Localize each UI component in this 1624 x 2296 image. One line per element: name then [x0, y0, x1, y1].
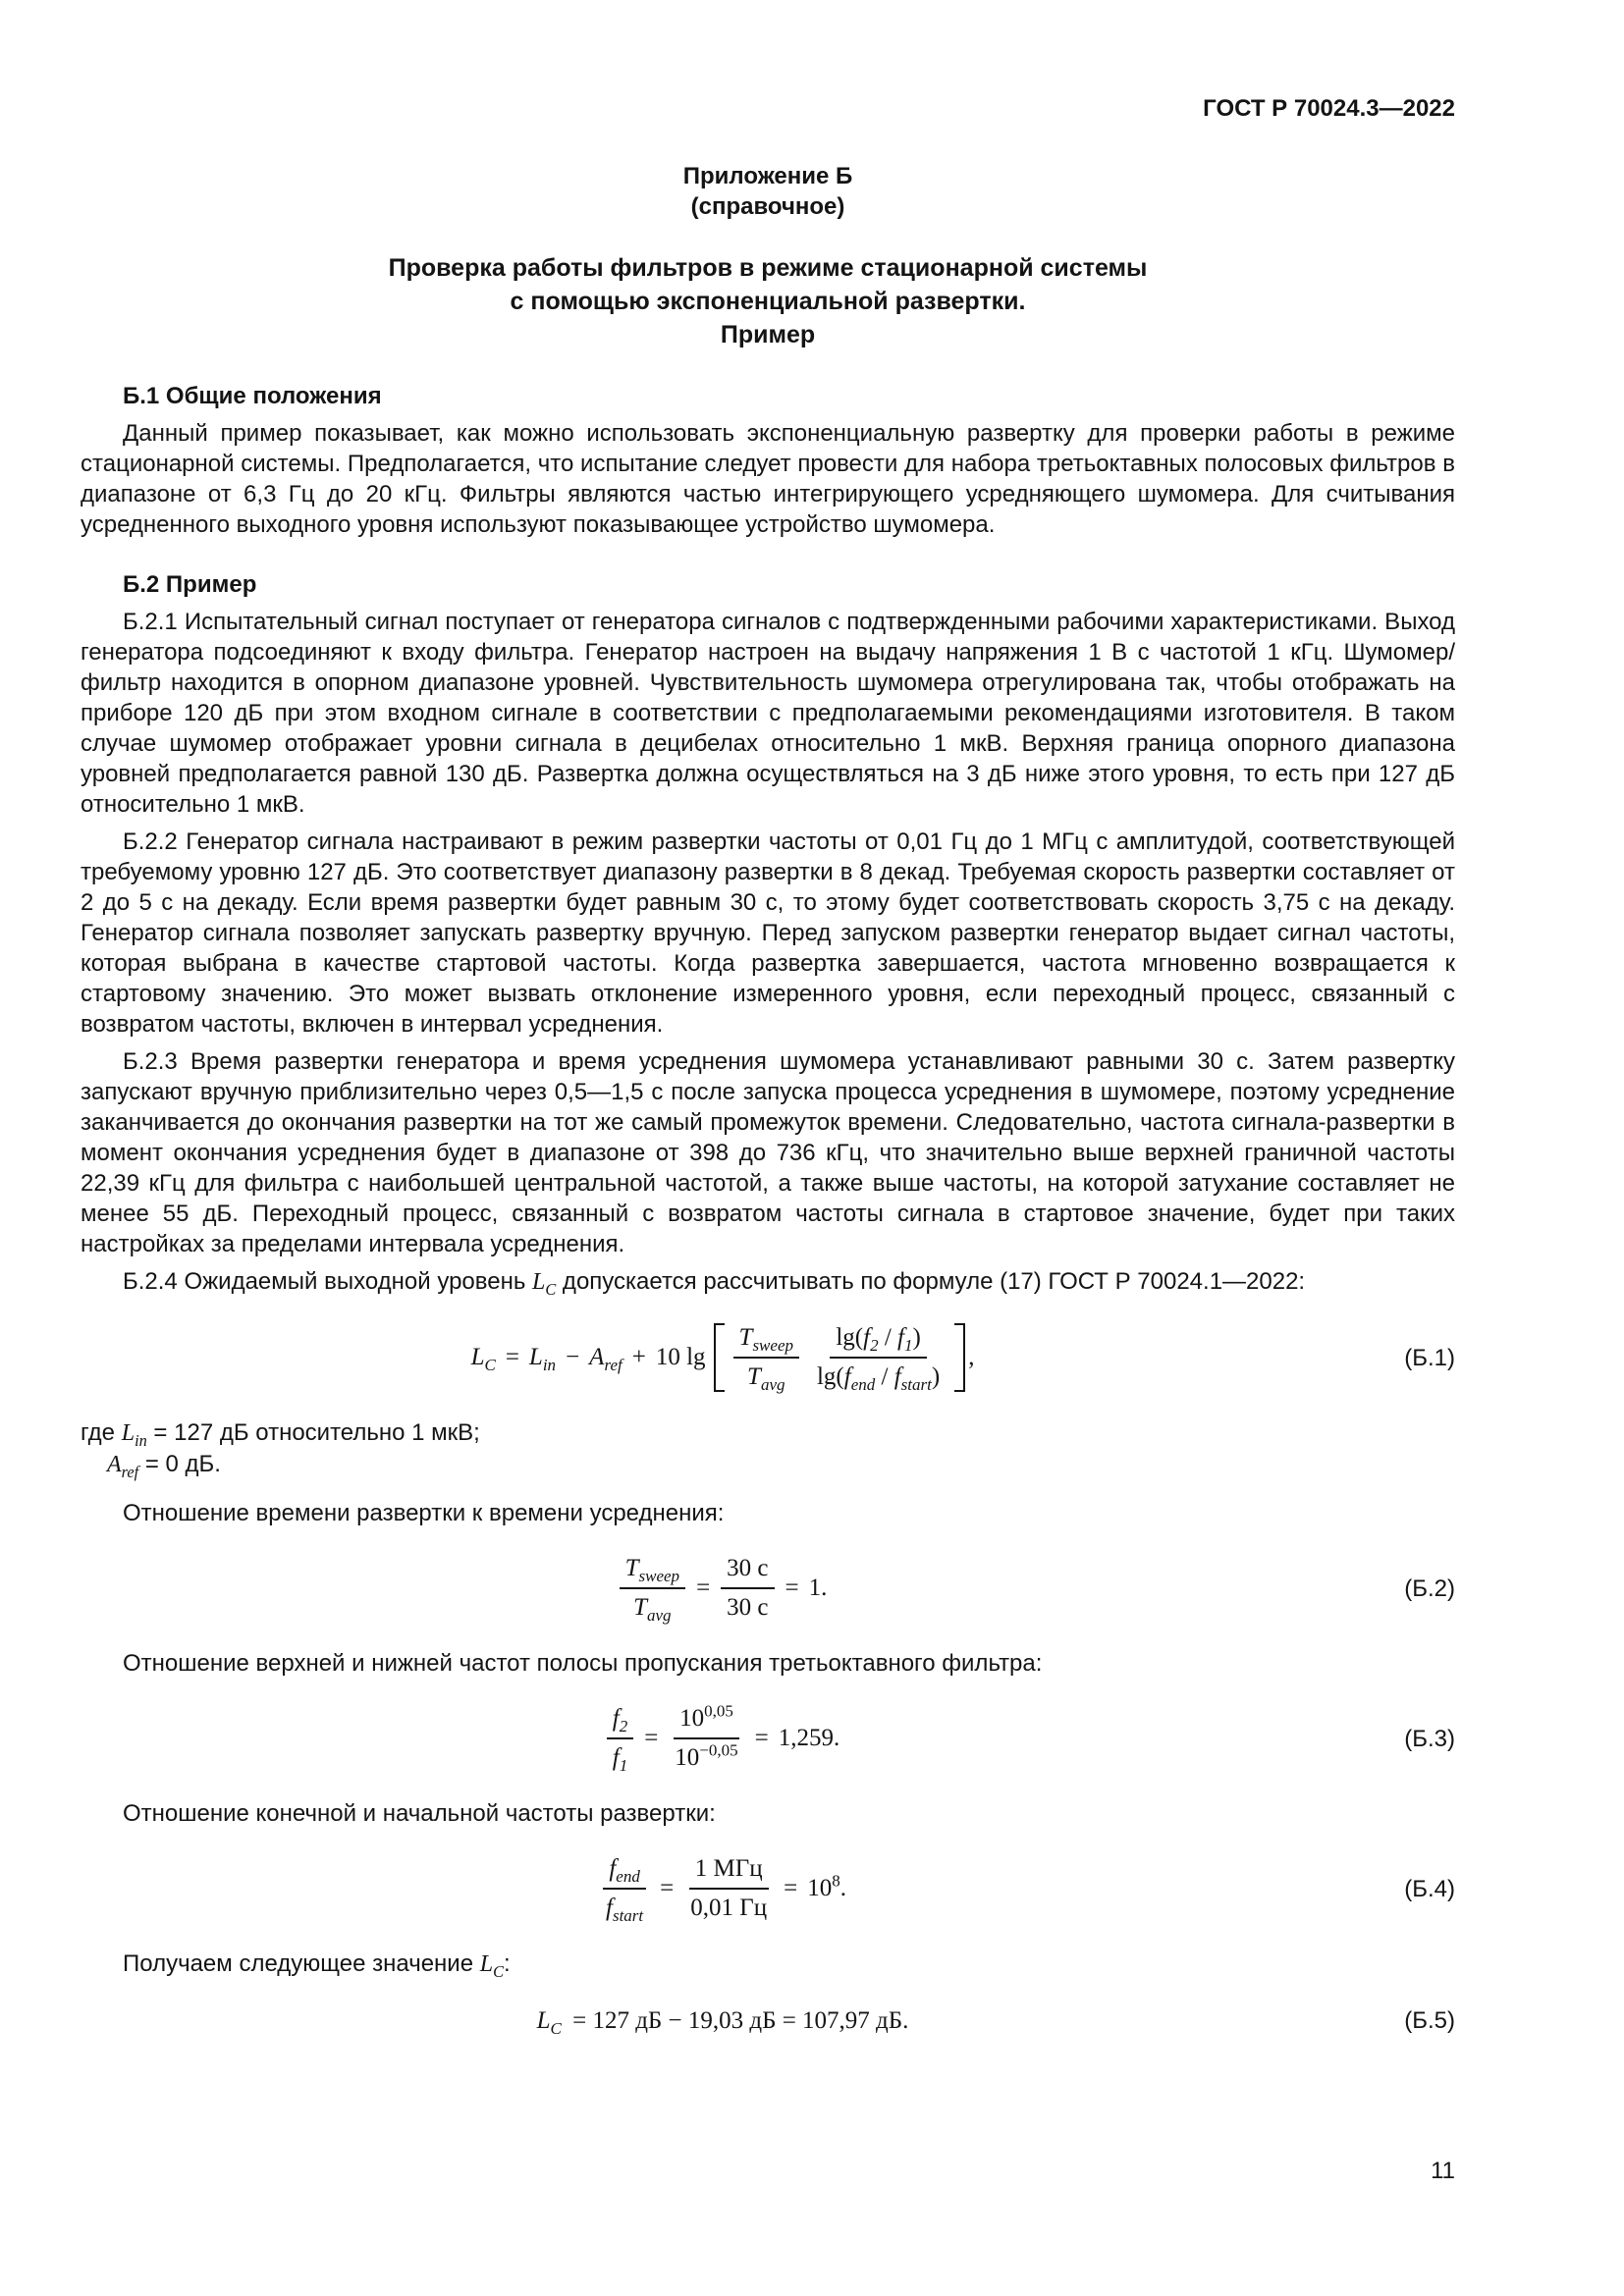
right-bracket: [954, 1323, 965, 1392]
fraction-numerator: 30 с: [721, 1554, 774, 1589]
fraction-lg-ratio: [811, 1323, 946, 1392]
formula-b4: [81, 1854, 1455, 1923]
fraction-denominator: $\lg(f_{end} / f_{start})$: [816, 1363, 941, 1394]
equation-number-b5: (Б.5): [1404, 2007, 1455, 2034]
fraction-fend-fstart: [600, 1854, 649, 1923]
section-b2-heading: Б.2 Пример: [123, 571, 257, 598]
result-value: 1,259.: [778, 1725, 840, 1751]
fraction-30s-30s: [721, 1554, 774, 1623]
var-aref-inline: $A_{ref}$: [107, 1452, 139, 1481]
where-line-2: [81, 1449, 1455, 1480]
equals-sign: =: [644, 1725, 659, 1751]
var-lc: $L_C$: [470, 1344, 496, 1374]
where-prefix: где: [81, 1419, 122, 1446]
formula-b3-expression: [601, 1701, 845, 1775]
plus-sign: +: [631, 1344, 646, 1370]
fraction-denominator: 0,01 Гц: [690, 1895, 768, 1921]
result-value: 1.: [808, 1575, 828, 1601]
formula-b1-expression: [466, 1323, 980, 1392]
fraction-denominator: 30 с: [727, 1594, 769, 1621]
fraction-numerator: $T_{sweep}$: [620, 1554, 685, 1589]
fraction-tsweep-tavg: [733, 1323, 799, 1392]
title-line-1: Проверка работы фильтров в режиме стационарной системы: [388, 254, 1148, 282]
coefficient-10lg: 10 lg: [655, 1344, 706, 1370]
fraction-denominator: $f_{start}$: [606, 1895, 644, 1925]
fraction-numerator: 10$^{0,05}$: [674, 1704, 739, 1739]
formula-b2-body: [81, 1554, 1365, 1623]
where-clause: [81, 1417, 1455, 1480]
paragraph-b1: Данный пример показывает, как можно использовать экспоненциальную развертку для проверки работы в режиме стационарной системы. Предполагается, что испытание следует провести для набора третьоктавных полосовых фильтров в диапазоне от 6,3 Гц до 20 кГц. Фильтры являются частью интегрирующего усредняющего шумомера. Для считывания усредненного выходного уровня используют показывающее устройство шумомера.: [81, 420, 1455, 538]
var-lc-inline: $L_C$: [479, 1951, 504, 1981]
appendix-heading: Приложение Б: [682, 163, 853, 189]
leadin-b4: Отношение конечной и начальной частоты развертки:: [123, 1800, 716, 1827]
formula-b4-expression: [594, 1854, 851, 1923]
result-expression: = 127 дБ − 19,03 дБ = 107,97 дБ.: [566, 2006, 909, 2034]
title-line-2: с помощью экспоненциальной развертки.: [510, 288, 1026, 315]
var-lin-inline: $L_{in}$: [121, 1420, 147, 1450]
appendix-subheading: (справочное): [690, 193, 845, 220]
leadin-b5-text: Получаем следующее значение: [123, 1950, 480, 1977]
equals-sign: =: [505, 1344, 519, 1370]
fraction-numerator: $f_2$: [607, 1704, 633, 1739]
leadin-b3: Отношение верхней и нижней частот полосы пропускания третьоктавного фильтра:: [123, 1650, 1043, 1677]
equals-sign: =: [785, 1575, 799, 1601]
page-content: [81, 93, 1455, 2061]
formula-b2-expression: [614, 1554, 833, 1623]
equals-sign: =: [754, 1725, 769, 1751]
equals-sign: =: [696, 1575, 711, 1601]
doc-code: ГОСТ Р 70024.3—2022: [1203, 95, 1455, 122]
fraction-numerator: $T_{sweep}$: [733, 1323, 799, 1359]
title-line-3: Пример: [720, 321, 816, 348]
var-lc-inline: $L_C$: [532, 1269, 557, 1299]
var-lc: $L_C$: [536, 2006, 562, 2038]
minus-sign: −: [566, 1344, 580, 1370]
fraction-frequencies: [684, 1854, 773, 1923]
formula-b2: [81, 1554, 1455, 1623]
formula-b3-body: [81, 1701, 1365, 1775]
leadin-b5: [81, 1949, 1455, 1980]
equation-number-b3: (Б.3): [1404, 1725, 1455, 1752]
formula-b4-body: [81, 1854, 1365, 1923]
fraction-numerator: 1 МГц: [689, 1854, 769, 1890]
fraction-numerator: $f_{end}$: [603, 1854, 646, 1890]
fraction-tsweep-tavg: [620, 1554, 685, 1623]
result-value: $10^8$.: [807, 1871, 846, 1901]
paragraph-b2-4: [81, 1266, 1455, 1298]
equation-number-b4: (Б.4): [1404, 1875, 1455, 1902]
equals-sign: =: [784, 1875, 798, 1901]
formula-b3: [81, 1701, 1455, 1775]
formula-b5-expression: [532, 2006, 914, 2036]
paragraph-b2-4-text-before: Б.2.4 Ожидаемый выходной уровень: [123, 1268, 533, 1295]
formula-b1-body: [81, 1323, 1365, 1392]
fraction-denominator: $f_1$: [612, 1744, 628, 1775]
fraction-numerator: $\lg(f_2 / f_1)$: [830, 1323, 926, 1359]
fraction-denominator: $T_{avg}$: [747, 1363, 785, 1394]
paragraph-b2-1: Б.2.1 Испытательный сигнал поступает от генератора сигналов с подтвержденными рабочими характеристиками. Выход генератора подсоединяют к входу фильтра. Генератор настроен на выдачу напряжения 1 В с частотой 1 кГц. Шумомер/фильтр находится в опорном диапазоне уровней. Чувствительность шумомера отрегулирована так, чтобы отображать на приборе 120 дБ при этом входном сигнале в соответствии с предполагаемыми рекомендациями изготовителя. В таком случае шумомер отображает уровни сигнала в децибелах относительно 1 мкВ. Верхняя граница опорного диапазона уровней предполагается равной 130 дБ. Развертка должна осуществляться на 3 дБ ниже этого уровня, то есть при 127 дБ относительно 1 мкВ.: [81, 609, 1455, 818]
page-number: 11: [1431, 2158, 1455, 2184]
equation-number-b2: (Б.2): [1404, 1575, 1455, 1602]
leadin-b2: Отношение времени развертки к времени усреднения:: [123, 1500, 725, 1526]
where-line-2-rest: = 0 дБ.: [138, 1451, 221, 1477]
where-line-1-rest: = 127 дБ относительно 1 мкВ;: [146, 1419, 480, 1446]
equation-number-b1: (Б.1): [1404, 1344, 1455, 1371]
paragraph-b2-3: Б.2.3 Время развертки генератора и время усреднения шумомера устанавливают равными 30 с. Затем развертку запускают вручную приблизительно через 0,5—1,5 с после запуска процесса усреднения в шумомере, поэтому усреднение заканчивается до окончания развертки на тот же самый промежуток времени. Следовательно, частота сигнала-развертки в момент окончания усреднения будет в диапазоне от 398 до 736 кГц, что значительно выше верхней граничной частоты 22,39 кГц для фильтра с наибольшей центральной частотой, а также выше частоты, на которой затухание составляет не менее 55 дБ. Переходный процесс, связанный с возвратом частоты сигнала в стартовое значение, будет при таких настройках за пределами интервала усреднения.: [81, 1048, 1455, 1257]
fraction-denominator: $T_{avg}$: [633, 1594, 672, 1625]
formula-b1: [81, 1323, 1455, 1392]
section-b1-heading: Б.1 Общие положения: [123, 383, 382, 409]
leadin-b5-colon: :: [503, 1950, 511, 1977]
left-bracket: [714, 1323, 725, 1392]
formula-b5: [81, 2005, 1455, 2036]
equals-sign: =: [660, 1875, 675, 1901]
var-lin: $L_{in}$: [528, 1344, 557, 1374]
formula-b5-body: [81, 2006, 1365, 2036]
paragraph-b2-2: Б.2.2 Генератор сигнала настраивают в режим развертки частоты от 0,01 Гц до 1 МГц с амплитудой, соответствующей требуемому уровню 127 дБ. Это соответствует диапазону развертки в 8 декад. Требуемая скорость развертки составляет от 2 до 5 с на декаду. Если время развертки будет равным 30 с, то этому будет соответствовать скорость 3,75 с на декаду. Генератор сигнала позволяет запускать развертку вручную. Перед запуском развертки генератор выдает сигнал частоты, которая выбрана в качестве стартовой частоты. Когда развертка завершается, частота мгновенно возвращается к стартовому значению. Это может вызвать отклонение измеренного уровня, если переходный процесс, связанный с возвратом частоты, включен в интервал усреднения.: [81, 828, 1455, 1038]
comma: ,: [968, 1344, 975, 1370]
where-line-1: [81, 1417, 1455, 1449]
fraction-powers-of-10: [669, 1701, 743, 1773]
document-title: [81, 251, 1455, 351]
fraction-denominator: $10^{-0,05}$: [675, 1740, 738, 1771]
fraction-f2-f1: [607, 1704, 633, 1773]
var-aref: $A_{ref}$: [589, 1344, 623, 1374]
paragraph-b2-4-text-after: допускается рассчитывать по формуле (17) ГОСТ Р 70024.1—2022:: [556, 1268, 1306, 1295]
